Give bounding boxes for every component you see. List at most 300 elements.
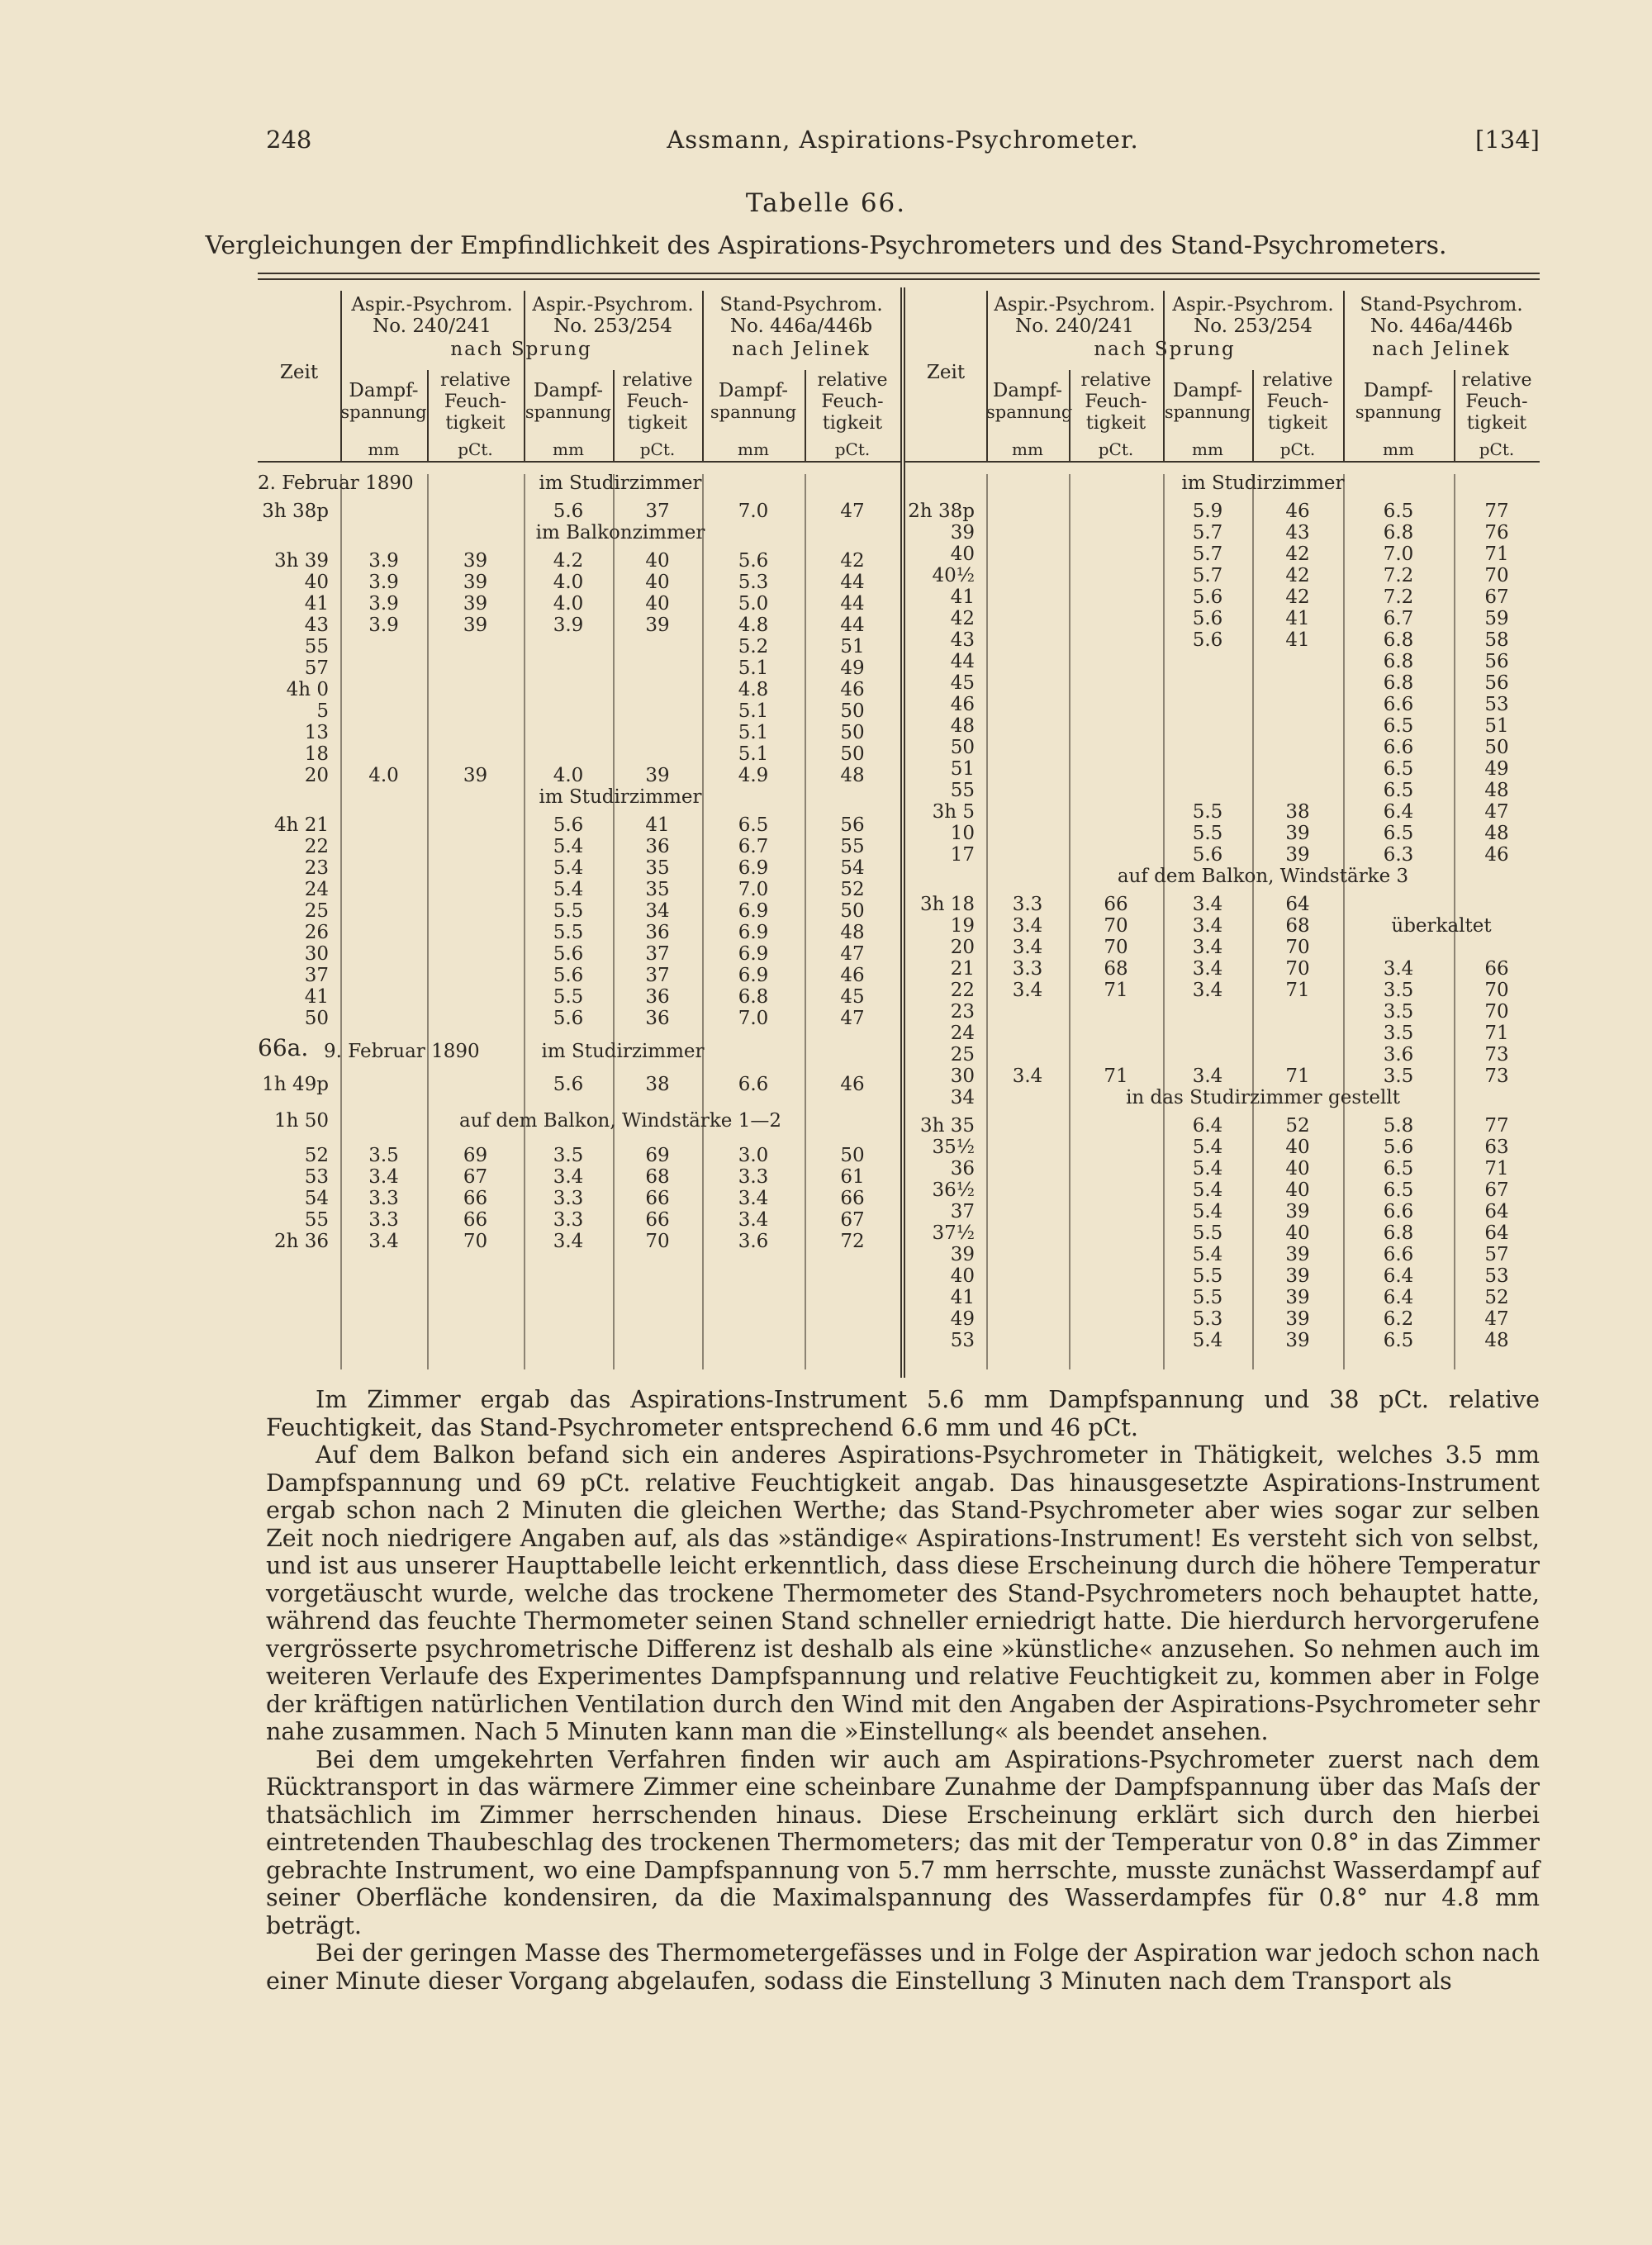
row-value: 3.4	[1192, 958, 1223, 980]
col-rel-header: tigkeit	[1466, 413, 1527, 434]
row-value: 5.5	[1192, 801, 1223, 823]
section-label: im Studirzimmer	[539, 472, 702, 494]
row-value: 7.2	[1383, 565, 1414, 586]
header-divider	[613, 370, 615, 461]
row-time: 40	[304, 572, 329, 593]
col-rel-header: Feuch-	[1465, 392, 1528, 412]
row-value: 5.8	[1383, 1115, 1414, 1137]
row-time: 51	[950, 758, 975, 780]
row-value: 39	[463, 593, 488, 615]
unit-mm: mm	[553, 439, 584, 459]
row-value: 6.2	[1383, 1308, 1414, 1330]
row-value: 77	[1484, 501, 1509, 522]
page-number: 248	[266, 126, 312, 154]
row-value: 6.9	[738, 922, 769, 943]
row-value: 5.5	[1192, 1287, 1223, 1308]
row-value: 71	[1285, 980, 1310, 1001]
column-rule	[1252, 474, 1254, 1369]
unit-mm: mm	[1383, 439, 1414, 459]
row-value: 49	[840, 657, 865, 679]
row-time: 39	[950, 1244, 975, 1265]
col-rel-header: tigkeit	[445, 413, 506, 434]
row-value: 48	[840, 765, 865, 786]
table-title: Tabelle 66.	[745, 188, 907, 218]
row-value: 46	[840, 1074, 865, 1095]
row-value: 3.3	[553, 1188, 584, 1209]
row-value: 6.5	[1383, 780, 1414, 801]
table-66a-label: 66a.	[258, 1034, 309, 1061]
row-value: 73	[1484, 1066, 1509, 1087]
row-value: 46	[1285, 501, 1310, 522]
row-value: 58	[1484, 629, 1509, 651]
row-value: 6.4	[1383, 1265, 1414, 1287]
column-rule	[805, 474, 806, 1369]
row-value: 67	[1484, 586, 1509, 608]
row-value: 48	[1484, 780, 1509, 801]
row-value: 70	[1484, 565, 1509, 586]
row-value: 70	[1285, 937, 1310, 958]
section-label: auf dem Balkon, Windstärke 3	[1117, 866, 1409, 887]
row-value: 39	[1285, 1201, 1310, 1222]
header-divider	[1252, 370, 1254, 461]
paragraph-3: Bei dem umgekehrten Verfahren finden wir auch am Aspirations-Psychrometer zuerst nach dem Rücktransport in das wärmere Zimmer eine scheinbare Zunahme der Dampfspannung über das Maſs der thatsächlich im Zimmer herrschenden hinaus. Diese Erscheinung erklärt sich durch den hierbei eintretenden Thaubeschlag des trockenen Thermometers; das mit der Temperatur von 0.8° in das Zimmer gebrachte Instrument, wo eine Dampfspannung von 5.7 mm herrschte, musste zunächst Wasserdampf auf seiner Oberfläche kondensiren, da die Maximalspannung des Wasserdampfes für 0.8° nur 4.8 mm beträgt.	[266, 1745, 1540, 1939]
row-value: 5.2	[738, 636, 769, 657]
row-value: 7.0	[738, 879, 769, 900]
col-dampf-header: Dampf-	[992, 380, 1063, 401]
unit-pct: pCt.	[639, 439, 676, 459]
col-dampf-header: Dampf-	[349, 380, 419, 401]
row-value: 4.0	[368, 765, 399, 786]
row-value: 6.8	[738, 986, 769, 1008]
col-dampf-header: spannung	[340, 402, 427, 422]
row-value: 5.0	[738, 593, 769, 615]
header-divider	[1163, 291, 1165, 461]
row-time: 41	[950, 1287, 975, 1308]
row-value: 5.6	[553, 814, 584, 836]
column-rule	[1069, 474, 1070, 1369]
row-value: 7.0	[1383, 543, 1414, 565]
header-bottom-rule	[258, 461, 900, 463]
body-text	[266, 1386, 1540, 1995]
row-value: 5.6	[553, 1074, 584, 1095]
row-value: 3.3	[1012, 958, 1043, 980]
row-value: 3.4	[368, 1166, 399, 1188]
row-value: 5.5	[553, 922, 584, 943]
row-value: 66	[1484, 958, 1509, 980]
row-time: 23	[304, 857, 329, 879]
instrument-name: Aspir.-Psychrom.	[1172, 294, 1334, 316]
row-time: 42	[950, 608, 975, 629]
row-value: 76	[1484, 522, 1509, 543]
row-value: 3.5	[1383, 1001, 1414, 1023]
row-value: 47	[840, 1008, 865, 1029]
row-value: 55	[840, 836, 865, 857]
row-value: 6.4	[1383, 801, 1414, 823]
row-value: 40	[1285, 1179, 1310, 1201]
col-rel-header: relative	[1461, 370, 1532, 391]
row-time: 17	[950, 844, 975, 866]
row-value: 3.4	[1383, 958, 1414, 980]
row-value: 66	[463, 1188, 488, 1209]
unit-mm: mm	[738, 439, 769, 459]
row-time: 53	[304, 1166, 329, 1188]
row-value: 5.6	[1192, 608, 1223, 629]
col-dampf-header: spannung	[1355, 402, 1442, 422]
col-rel-header: Feuch-	[1085, 392, 1147, 412]
row-value: 42	[1285, 586, 1310, 608]
row-time: 40½	[932, 565, 975, 586]
row-time: 4h 0	[286, 679, 329, 700]
row-time: 52	[304, 1145, 329, 1166]
top-rule	[258, 273, 1540, 274]
row-time: 3h 38p	[262, 501, 329, 522]
row-value: 48	[1484, 1330, 1509, 1351]
row-value: 5.5	[1192, 1265, 1223, 1287]
row-value: 39	[1285, 1265, 1310, 1287]
header-divider	[805, 370, 806, 461]
row-time: 39	[950, 522, 975, 543]
row-value: 39	[1285, 844, 1310, 866]
row-value: 6.8	[1383, 629, 1414, 651]
row-value: 53	[1484, 694, 1509, 715]
row-value: 3.4	[1012, 915, 1043, 937]
col-rel-header: relative	[439, 370, 510, 391]
row-time: 46	[950, 694, 975, 715]
row-value: 3.3	[368, 1209, 399, 1231]
row-value: 66	[463, 1209, 488, 1231]
row-value: 73	[1484, 1044, 1509, 1066]
row-value: 56	[840, 814, 865, 836]
row-value: 45	[840, 986, 865, 1008]
row-value: 64	[1285, 894, 1310, 915]
row-value: 5.6	[1192, 586, 1223, 608]
row-value: 5.6	[553, 501, 584, 522]
row-value: 46	[1484, 844, 1509, 866]
row-value: 39	[1285, 1287, 1310, 1308]
row-value: 3.4	[1192, 894, 1223, 915]
column-rule	[1343, 474, 1345, 1369]
row-value: 70	[463, 1231, 488, 1252]
row-time: 1h 49p	[262, 1074, 329, 1095]
row-value: 5.1	[738, 700, 769, 722]
row-value: 3.4	[1192, 937, 1223, 958]
row-value: 47	[1484, 801, 1509, 823]
row-value: 3.4	[1192, 915, 1223, 937]
header-divider	[1343, 291, 1345, 461]
row-time: 30	[950, 1066, 975, 1087]
row-value: 5.6	[1192, 629, 1223, 651]
row-value: 56	[1484, 672, 1509, 694]
section-label: in das Studirzimmer gestellt	[1126, 1087, 1400, 1108]
row-value: 67	[463, 1166, 488, 1188]
row-value: 70	[1285, 958, 1310, 980]
row-value: 50	[1484, 737, 1509, 758]
row-time: 3h 18	[919, 894, 975, 915]
running-header	[266, 126, 1540, 159]
row-value: 68	[645, 1166, 670, 1188]
row-time: 43	[304, 615, 329, 636]
row-time: 19	[950, 915, 975, 937]
row-value: 5.6	[1383, 1137, 1414, 1158]
row-value: 6.5	[1383, 501, 1414, 522]
row-value: 3.4	[738, 1188, 769, 1209]
row-value: 6.6	[1383, 694, 1414, 715]
header-bottom-rule	[905, 461, 1540, 463]
row-date: 9. Februar 1890	[324, 1041, 480, 1062]
instrument-name: Stand-Psychrom.	[1360, 294, 1523, 316]
row-value: 46	[840, 965, 865, 986]
row-time: 23	[950, 1001, 975, 1023]
instrument-number: No. 253/254	[1194, 316, 1313, 337]
row-value: 3.4	[738, 1209, 769, 1231]
row-time: 41	[950, 586, 975, 608]
row-value: 5.3	[1192, 1308, 1223, 1330]
row-value: 39	[463, 550, 488, 572]
row-value: 3.6	[1383, 1044, 1414, 1066]
row-value: 52	[1285, 1115, 1310, 1137]
column-rule	[702, 474, 704, 1369]
row-value: 5.4	[553, 836, 584, 857]
row-value: 3.4	[1192, 1066, 1223, 1087]
row-value: 5.6	[553, 965, 584, 986]
row-value: 35	[645, 857, 670, 879]
row-note: überkaltet	[1391, 915, 1492, 937]
col-dampf-header: spannung	[525, 402, 612, 422]
row-value: 42	[840, 550, 865, 572]
instrument-number: No. 446a/446b	[729, 316, 873, 337]
row-time: 13	[304, 722, 329, 743]
table-caption: Vergleichungen der Empfindlichkeit des Aspirations-Psychrometers und des Stand-Psychrometers.	[205, 231, 1447, 260]
row-value: 50	[840, 722, 865, 743]
row-value: 6.5	[1383, 1158, 1414, 1179]
section-label: im Studirzimmer	[1181, 472, 1345, 494]
column-rule	[340, 474, 342, 1369]
row-value: 36	[645, 836, 670, 857]
row-value: 40	[645, 572, 670, 593]
row-value: 63	[1484, 1137, 1509, 1158]
row-value: 57	[1484, 1244, 1509, 1265]
row-time: 36	[950, 1158, 975, 1179]
row-value: 5.4	[553, 879, 584, 900]
row-value: 49	[1484, 758, 1509, 780]
row-value: 3.9	[368, 550, 399, 572]
row-value: 71	[1484, 1158, 1509, 1179]
method-sprung: nach Sprung	[1094, 339, 1236, 360]
row-value: 39	[1285, 823, 1310, 844]
row-value: 61	[840, 1166, 865, 1188]
row-time: 30	[304, 943, 329, 965]
col-dampf-header: spannung	[710, 402, 797, 422]
unit-mm: mm	[368, 439, 400, 459]
row-time: 54	[304, 1188, 329, 1209]
row-time: 34	[950, 1087, 975, 1108]
row-value: 7.2	[1383, 586, 1414, 608]
row-value: 6.6	[738, 1074, 769, 1095]
row-value: 36	[645, 986, 670, 1008]
row-time: 22	[304, 836, 329, 857]
header-divider	[524, 291, 525, 461]
row-time: 1h 50	[273, 1110, 329, 1132]
row-value: 3.4	[1012, 980, 1043, 1001]
row-value: 51	[840, 636, 865, 657]
row-value: 48	[840, 922, 865, 943]
row-value: 44	[840, 593, 865, 615]
top-rule-2	[258, 278, 1540, 280]
instrument-name: Stand-Psychrom.	[719, 294, 883, 316]
row-value: 68	[1104, 958, 1128, 980]
row-value: 7.0	[738, 501, 769, 522]
paragraph-2: Auf dem Balkon befand sich ein anderes Aspirations-Psychrometer in Thätigkeit, welches 3.5 mm Dampfspannung und 69 pCt. relative Feuchtigkeit angab. Das hinausgesetzte Aspirations-Instrument ergab schon nach 2 Minuten die gleichen Werthe; das Stand-Psychrometer aber wies sogar zur selben Zeit noch niedrigere Angaben auf, als das »ständige« Aspirations-Instrument! Es versteht sich von selbst, und ist aus unserer Haupttabelle leicht erkenntlich, dass diese Erscheinung durch die höhere Temperatur vorgetäuscht wurde, welche das trockene Thermometer des Stand-Psychrometers noch behauptet hatte, während das feuchte Thermometer seinen Stand schneller erniedrigt hatte. Die hierdurch hervorgerufene vergrösserte psychrometrische Differenz ist deshalb als eine »künstliche« anzusehen. So nehmen auch im weiteren Verlaufe des Experimentes Dampfspannung und relative Feuchtigkeit zu, kommen aber in Folge der kräftigen natürlichen Ventilation durch den Wind mit den Angaben der Aspirations-Psychrometer sehr nahe zusammen. Nach 5 Minuten kann man die »Einstellung« als beendet ansehen.	[266, 1441, 1540, 1745]
row-value: 40	[645, 550, 670, 572]
row-value: 50	[840, 700, 865, 722]
row-value: 5.6	[738, 550, 769, 572]
col-rel-header: Feuch-	[444, 392, 507, 412]
row-value: 3.4	[1012, 937, 1043, 958]
col-rel-header: Feuch-	[821, 392, 884, 412]
row-time: 45	[950, 672, 975, 694]
row-value: 69	[463, 1145, 488, 1166]
row-value: 40	[1285, 1158, 1310, 1179]
row-value: 6.5	[1383, 823, 1414, 844]
row-value: 47	[840, 943, 865, 965]
row-time: 48	[950, 715, 975, 737]
instrument-number: No. 240/241	[373, 316, 491, 337]
row-value: 4.0	[553, 572, 584, 593]
instrument-number: No. 240/241	[1015, 316, 1134, 337]
row-value: 71	[1285, 1066, 1310, 1087]
column-rule	[613, 474, 615, 1369]
row-value: 3.9	[368, 572, 399, 593]
col-dampf-header: Dampf-	[1363, 380, 1434, 401]
row-value: 3.3	[738, 1166, 769, 1188]
col-rel-header: relative	[1080, 370, 1151, 391]
row-time: 57	[304, 657, 329, 679]
row-value: 38	[645, 1074, 670, 1095]
row-time: 55	[304, 636, 329, 657]
section-label: auf dem Balkon, Windstärke 1—2	[458, 1110, 781, 1132]
column-rule	[986, 474, 988, 1369]
row-value: 5.4	[1192, 1330, 1223, 1351]
row-value: 6.8	[1383, 651, 1414, 672]
row-value: 37	[645, 501, 670, 522]
row-value: 40	[1285, 1222, 1310, 1244]
row-value: 3.5	[368, 1145, 399, 1166]
row-value: 5.4	[1192, 1179, 1223, 1201]
row-time: 18	[304, 743, 329, 765]
row-value: 4.2	[553, 550, 584, 572]
header-divider	[340, 291, 342, 461]
row-value: 6.5	[738, 814, 769, 836]
col-zeit-header: Zeit	[279, 362, 319, 383]
column-rule	[1163, 474, 1165, 1369]
row-value: 39	[463, 765, 488, 786]
running-title: Assmann, Aspirations-Psychrometer.	[667, 126, 1139, 154]
row-value: 36	[645, 922, 670, 943]
row-value: 43	[1285, 522, 1310, 543]
row-value: 48	[1484, 823, 1509, 844]
row-value: 50	[840, 1145, 865, 1166]
method-sprung: nach Sprung	[450, 339, 592, 360]
row-time: 50	[304, 1008, 329, 1029]
row-time: 35½	[932, 1137, 975, 1158]
unit-mm: mm	[1012, 439, 1043, 459]
row-value: 44	[840, 572, 865, 593]
row-value: 39	[463, 615, 488, 636]
unit-pct: pCt.	[1279, 439, 1316, 459]
row-value: 37	[645, 965, 670, 986]
row-value: 3.9	[368, 615, 399, 636]
row-value: 66	[1104, 894, 1128, 915]
row-value: 3.5	[553, 1145, 584, 1166]
row-value: 5.9	[1192, 501, 1223, 522]
row-value: 3.3	[1012, 894, 1043, 915]
row-value: 56	[1484, 651, 1509, 672]
unit-pct: pCt.	[834, 439, 871, 459]
row-time: 55	[950, 780, 975, 801]
row-value: 70	[1484, 980, 1509, 1001]
col-rel-header: relative	[817, 370, 888, 391]
col-rel-header: tigkeit	[822, 413, 883, 434]
row-value: 5.3	[738, 572, 769, 593]
row-value: 5.4	[1192, 1244, 1223, 1265]
row-time: 53	[950, 1330, 975, 1351]
row-value: 39	[1285, 1244, 1310, 1265]
paragraph-1: Im Zimmer ergab das Aspirations-Instrument 5.6 mm Dampfspannung und 38 pCt. relative Feuchtigkeit, das Stand-Psychrometer entsprechend 6.6 mm und 46 pCt.	[266, 1386, 1540, 1441]
row-value: 3.4	[553, 1231, 584, 1252]
row-value: 35	[645, 879, 670, 900]
col-rel-header: tigkeit	[627, 413, 688, 434]
row-value: 5.4	[1192, 1137, 1223, 1158]
row-value: 6.6	[1383, 737, 1414, 758]
data-table	[258, 287, 1540, 1378]
row-value: 4.0	[553, 765, 584, 786]
row-time: 24	[950, 1023, 975, 1044]
row-time: 21	[950, 958, 975, 980]
row-value: 70	[1104, 915, 1128, 937]
col-rel-header: relative	[622, 370, 693, 391]
unit-pct: pCt.	[1098, 439, 1134, 459]
method-jelinek: nach Jelinek	[1372, 339, 1511, 360]
col-rel-header: Feuch-	[1266, 392, 1329, 412]
row-value: 40	[645, 593, 670, 615]
col-dampf-header: spannung	[986, 402, 1073, 422]
row-value: 5.7	[1192, 522, 1223, 543]
row-time: 22	[950, 980, 975, 1001]
row-value: 41	[645, 814, 670, 836]
row-value: 3.5	[1383, 1066, 1414, 1087]
row-value: 50	[840, 743, 865, 765]
row-value: 36	[645, 1008, 670, 1029]
row-value: 52	[840, 879, 865, 900]
row-value: 39	[645, 765, 670, 786]
row-time: 3h 5	[932, 801, 975, 823]
col-rel-header: relative	[1262, 370, 1333, 391]
row-value: 52	[1484, 1287, 1509, 1308]
row-time: 20	[950, 937, 975, 958]
row-time: 5	[316, 700, 329, 722]
row-time: 25	[304, 900, 329, 922]
method-jelinek: nach Jelinek	[732, 339, 871, 360]
row-value: 6.9	[738, 943, 769, 965]
row-value: 70	[645, 1231, 670, 1252]
row-value: 5.5	[553, 900, 584, 922]
row-time: 36½	[932, 1179, 975, 1201]
table-right-half	[905, 287, 1540, 1378]
row-value: 68	[1285, 915, 1310, 937]
header-divider	[702, 291, 704, 461]
row-value: 5.1	[738, 657, 769, 679]
row-value: 3.9	[368, 593, 399, 615]
